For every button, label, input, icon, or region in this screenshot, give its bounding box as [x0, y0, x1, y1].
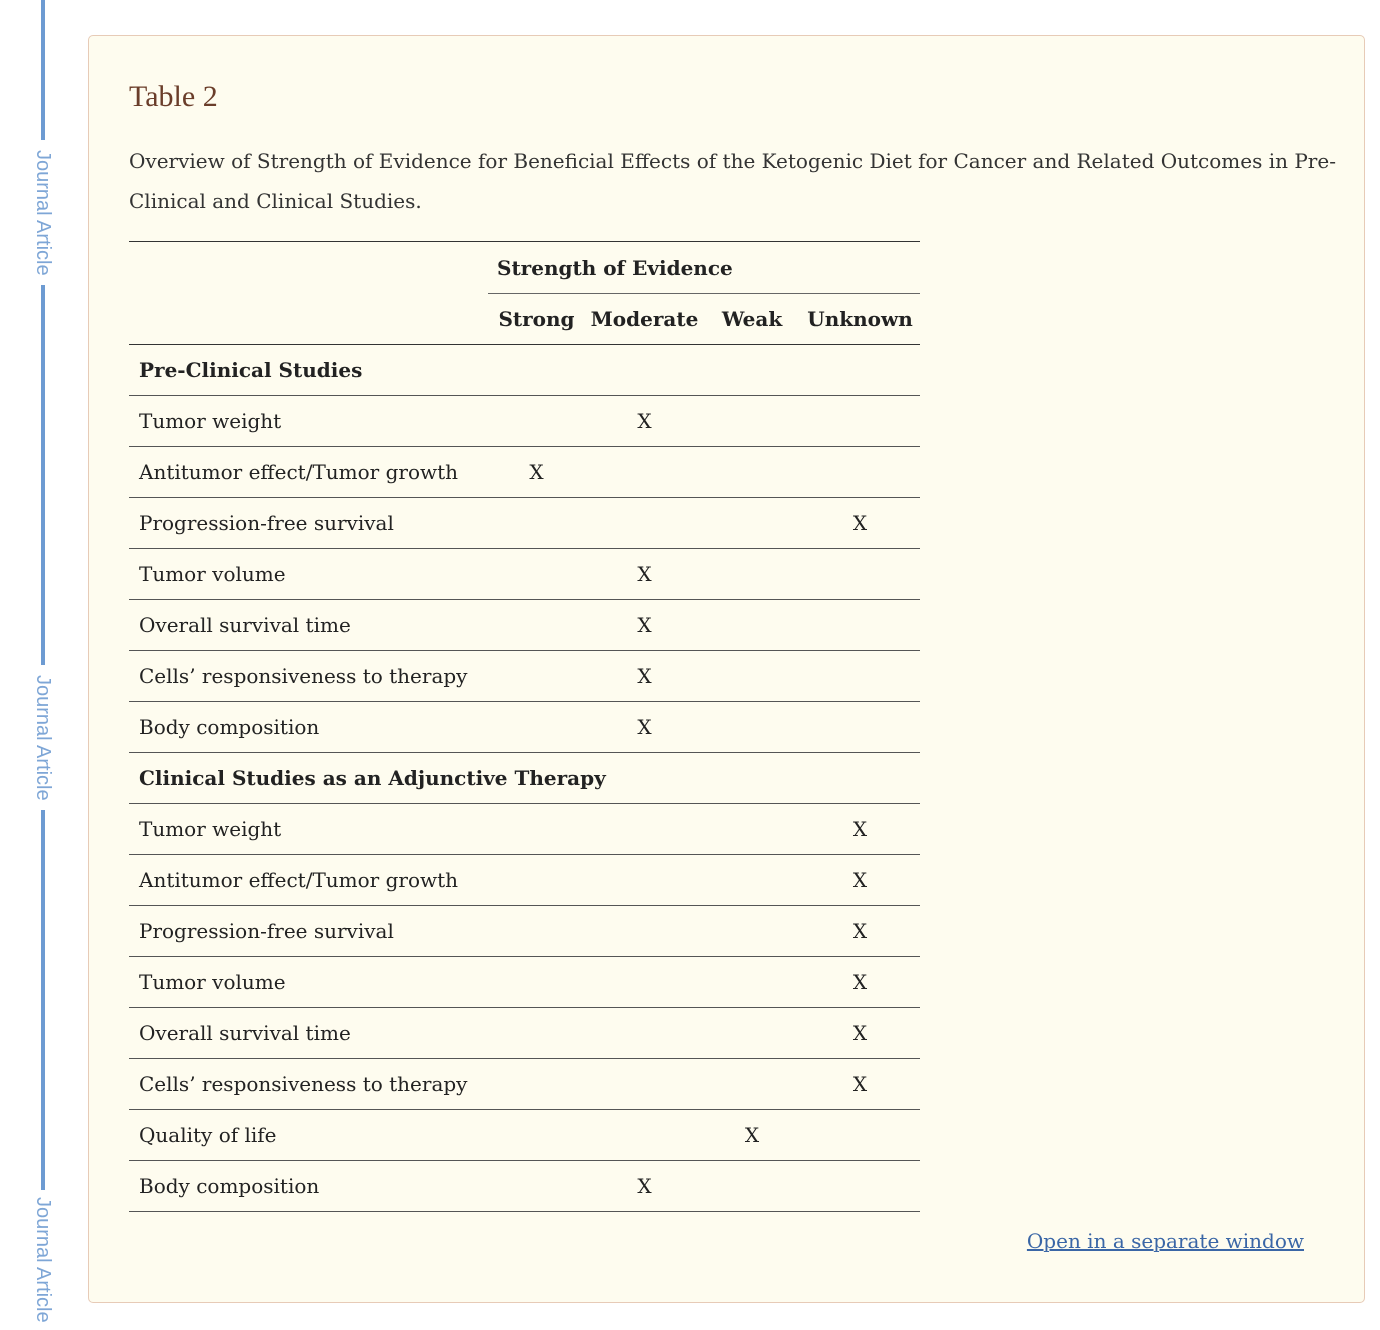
- row-label: Overall survival time: [129, 600, 488, 651]
- cell-weak: [704, 447, 800, 498]
- cell-unknown: X: [800, 1059, 920, 1110]
- section-title: Clinical Studies as an Adjunctive Therapy: [129, 753, 920, 804]
- row-label: Tumor volume: [129, 957, 488, 1008]
- cell-weak: [704, 1161, 800, 1212]
- cell-moderate: X: [585, 600, 704, 651]
- cell-weak: [704, 396, 800, 447]
- cell-weak: [704, 549, 800, 600]
- row-label: Cells’ responsiveness to therapy: [129, 1059, 488, 1110]
- cell-moderate: X: [585, 396, 704, 447]
- cell-strong: [488, 549, 585, 600]
- table-row: [129, 1008, 920, 1059]
- cell-weak: [704, 651, 800, 702]
- cell-unknown: [800, 396, 920, 447]
- cell-strong: [488, 651, 585, 702]
- cell-moderate: [585, 957, 704, 1008]
- table-body: [129, 345, 920, 1212]
- cell-strong: [488, 855, 585, 906]
- row-label: Body composition: [129, 1161, 488, 1212]
- cell-weak: [704, 957, 800, 1008]
- cell-weak: [704, 702, 800, 753]
- cell-unknown: X: [800, 906, 920, 957]
- cell-strong: [488, 1008, 585, 1059]
- table-row: [129, 651, 920, 702]
- cell-moderate: [585, 1110, 704, 1161]
- cell-strong: [488, 1161, 585, 1212]
- cell-moderate: [585, 855, 704, 906]
- cell-moderate: [585, 447, 704, 498]
- cell-unknown: [800, 1110, 920, 1161]
- rail-label: Journal Article: [21, 665, 65, 810]
- header-row-group: [129, 242, 920, 294]
- cell-strong: [488, 396, 585, 447]
- cell-strong: [488, 1059, 585, 1110]
- table-row: [129, 1059, 920, 1110]
- cell-unknown: X: [800, 498, 920, 549]
- table-row: [129, 957, 920, 1008]
- cell-moderate: X: [585, 702, 704, 753]
- cell-moderate: X: [585, 1161, 704, 1212]
- cell-moderate: [585, 1008, 704, 1059]
- section-title: Pre-Clinical Studies: [129, 345, 920, 396]
- column-header-unknown: Unknown: [800, 294, 920, 345]
- table-row: [129, 804, 920, 855]
- cell-unknown: X: [800, 957, 920, 1008]
- cell-strong: [488, 702, 585, 753]
- header-empty-cell: [129, 294, 488, 345]
- cell-unknown: [800, 600, 920, 651]
- rail-label: Journal Article: [21, 140, 65, 285]
- table-card: [88, 35, 1365, 1303]
- cell-weak: [704, 1008, 800, 1059]
- cell-unknown: [800, 702, 920, 753]
- cell-unknown: X: [800, 855, 920, 906]
- cell-weak: [704, 804, 800, 855]
- row-label: Antitumor effect/Tumor growth: [129, 447, 488, 498]
- cell-unknown: [800, 1161, 920, 1212]
- cell-weak: [704, 906, 800, 957]
- cell-strong: [488, 1110, 585, 1161]
- cell-moderate: [585, 906, 704, 957]
- column-header-moderate: Moderate: [585, 294, 704, 345]
- table-row: [129, 498, 920, 549]
- cell-strong: [488, 957, 585, 1008]
- row-label: Body composition: [129, 702, 488, 753]
- cell-unknown: [800, 549, 920, 600]
- row-label: Progression-free survival: [129, 498, 488, 549]
- row-label: Quality of life: [129, 1110, 488, 1161]
- cell-moderate: [585, 804, 704, 855]
- cell-unknown: X: [800, 804, 920, 855]
- open-separate-window-link[interactable]: Open in a separate window: [1026, 1229, 1304, 1253]
- group-header: Strength of Evidence: [488, 242, 920, 294]
- cell-strong: [488, 498, 585, 549]
- table-row: [129, 549, 920, 600]
- table-row: [129, 906, 920, 957]
- column-header-strong: Strong: [488, 294, 585, 345]
- cell-unknown: X: [800, 1008, 920, 1059]
- table-row: [129, 855, 920, 906]
- cell-moderate: X: [585, 651, 704, 702]
- row-label: Tumor volume: [129, 549, 488, 600]
- table-row: [129, 447, 920, 498]
- row-label: Tumor weight: [129, 396, 488, 447]
- header-row-columns: [129, 294, 920, 345]
- cell-strong: X: [488, 447, 585, 498]
- section-row: [129, 753, 920, 804]
- rail-label: Journal Article: [21, 1190, 65, 1330]
- evidence-table: [129, 241, 920, 1212]
- table-title: Table 2: [129, 80, 218, 113]
- cell-weak: [704, 600, 800, 651]
- row-label: Tumor weight: [129, 804, 488, 855]
- cell-unknown: [800, 447, 920, 498]
- row-label: Antitumor effect/Tumor growth: [129, 855, 488, 906]
- table-row: [129, 1110, 920, 1161]
- table-row: [129, 1161, 920, 1212]
- section-row: [129, 345, 920, 396]
- cell-weak: [704, 498, 800, 549]
- row-label: Cells’ responsiveness to therapy: [129, 651, 488, 702]
- table-caption: Overview of Strength of Evidence for Beneficial Effects of the Ketogenic Diet for Cancer and Related Outcomes in Pre-Clinical and Clinical Studies.: [129, 149, 1336, 213]
- cell-strong: [488, 906, 585, 957]
- column-header-weak: Weak: [704, 294, 800, 345]
- table-row: [129, 702, 920, 753]
- cell-moderate: X: [585, 549, 704, 600]
- header-empty-cell: [129, 242, 488, 294]
- row-label: Overall survival time: [129, 1008, 488, 1059]
- cell-moderate: [585, 498, 704, 549]
- cell-strong: [488, 804, 585, 855]
- cell-unknown: [800, 651, 920, 702]
- cell-weak: [704, 1059, 800, 1110]
- cell-strong: [488, 600, 585, 651]
- table-row: [129, 396, 920, 447]
- cell-moderate: [585, 1059, 704, 1110]
- table-row: [129, 600, 920, 651]
- row-label: Progression-free survival: [129, 906, 488, 957]
- cell-weak: [704, 855, 800, 906]
- cell-weak: X: [704, 1110, 800, 1161]
